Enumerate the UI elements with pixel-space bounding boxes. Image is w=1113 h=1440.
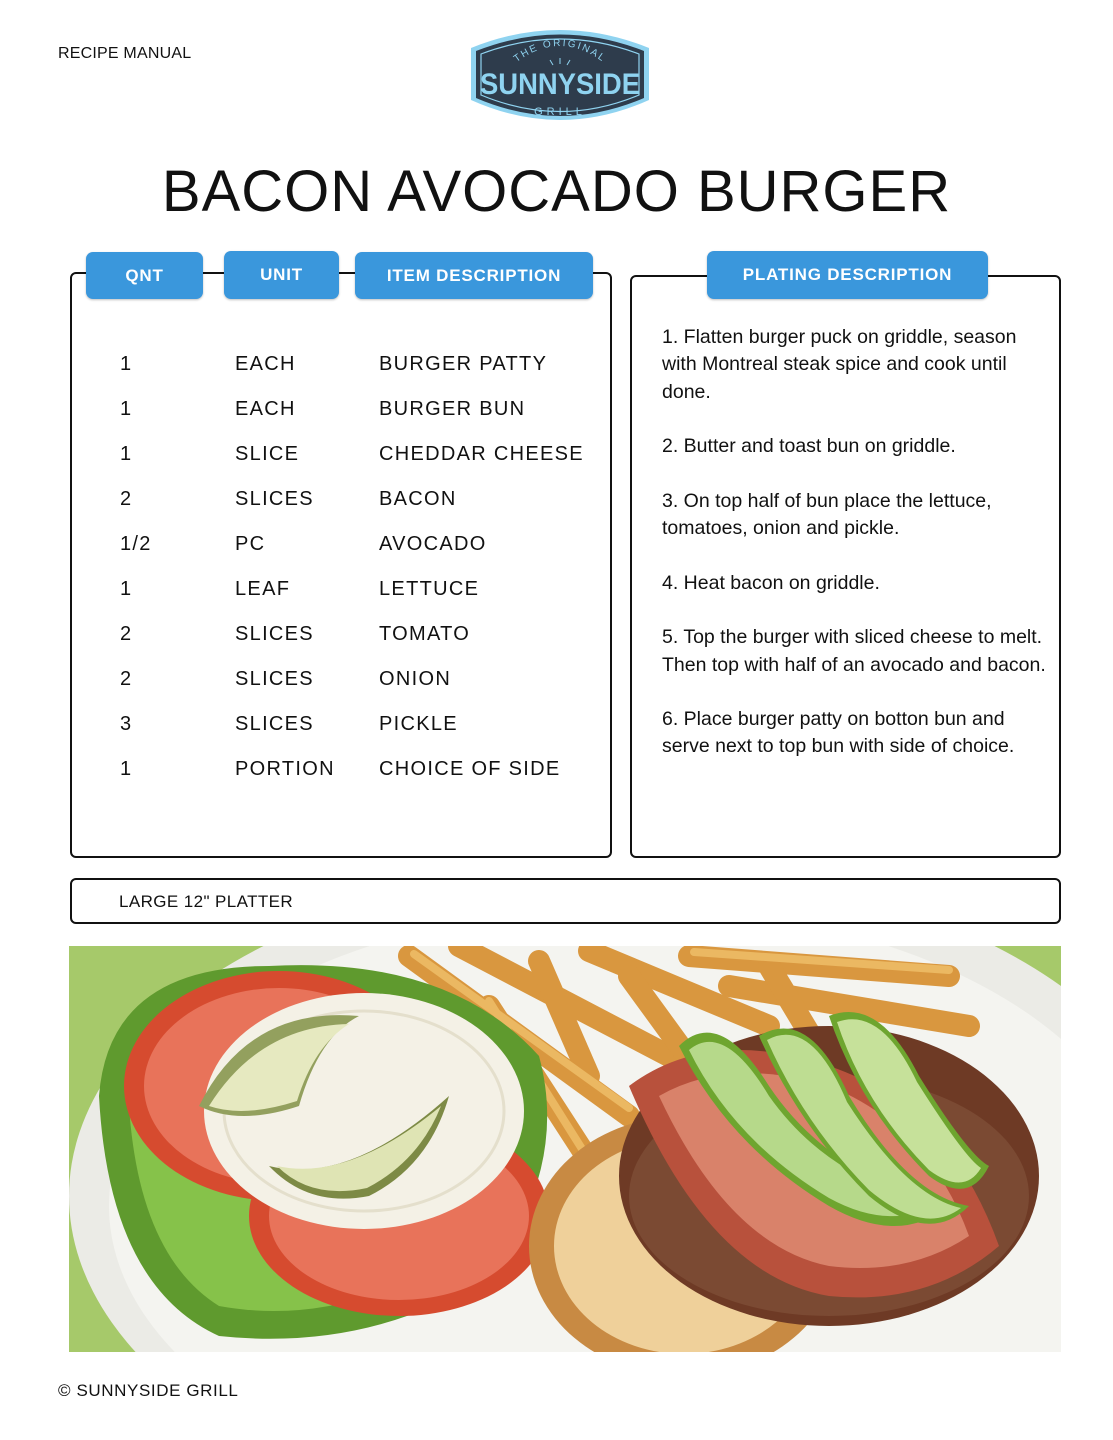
- ingredient-unit: SLICES: [235, 488, 314, 510]
- ingredient-item: BACON: [379, 488, 457, 510]
- plating-step: 1. Flatten burger puck on griddle, season with Montreal steak spice and cook until done.: [662, 326, 1017, 403]
- plating-description-header: PLATING DESCRIPTION: [707, 251, 988, 299]
- sunnyside-grill-logo: [465, 22, 655, 132]
- item-description-header: ITEM DESCRIPTION: [355, 252, 593, 299]
- ingredient-qnt: 2: [120, 668, 133, 690]
- platter-size: LARGE 12" PLATTER: [119, 892, 294, 911]
- plating-step: 2. Butter and toast bun on griddle.: [662, 435, 956, 458]
- ingredient-qnt: 1: [120, 758, 133, 780]
- plating-step: 4. Heat bacon on griddle.: [662, 571, 880, 594]
- ingredient-item: BURGER PATTY: [379, 353, 548, 375]
- ingredient-qnt: 1/2: [120, 533, 152, 555]
- unit-header: UNIT: [224, 251, 339, 299]
- ingredient-qnt: 2: [120, 488, 133, 510]
- ingredient-item: ONION: [379, 668, 452, 690]
- ingredient-item: TOMATO: [379, 623, 471, 645]
- ingredient-item: CHEDDAR CHEESE: [379, 443, 584, 465]
- plating-step: 3. On top half of bun place the lettuce, tomatoes, onion and pickle.: [662, 489, 992, 540]
- ingredient-item: CHOICE OF SIDE: [379, 758, 561, 780]
- recipe-manual-label: RECIPE MANUAL: [58, 45, 192, 62]
- plating-step: 6. Place burger patty on botton bun and serve next to top bun with side of choice.: [662, 708, 1015, 758]
- ingredient-qnt: 1: [120, 398, 133, 420]
- ingredient-qnt: 2: [120, 623, 133, 645]
- ingredient-unit: PC: [235, 533, 266, 555]
- plating-steps: [662, 324, 1047, 788]
- ingredient-unit: PORTION: [235, 758, 335, 780]
- ingredient-unit: SLICE: [235, 443, 300, 465]
- ingredient-unit: SLICES: [235, 623, 314, 645]
- svg-text:GRILL: GRILL: [534, 106, 586, 118]
- ingredient-item: LETTUCE: [379, 578, 480, 600]
- ingredient-item: PICKLE: [379, 713, 458, 735]
- plating-step: 5. Top the burger with sliced cheese to melt. Then top with half of an avocado and bacon.: [662, 626, 1046, 676]
- burger-photo: [69, 946, 1061, 1352]
- ingredient-item: BURGER BUN: [379, 398, 526, 420]
- ingredient-qnt: 1: [120, 578, 133, 600]
- ingredient-unit: SLICES: [235, 668, 314, 690]
- ingredient-item: AVOCADO: [379, 533, 487, 555]
- ingredient-unit: EACH: [235, 398, 296, 420]
- ingredient-unit: LEAF: [235, 578, 291, 600]
- qnt-header: QNT: [86, 252, 203, 299]
- ingredient-qnt: 1: [120, 443, 133, 465]
- recipe-title: BACON AVOCADO BURGER: [161, 159, 952, 224]
- ingredient-qnt: 3: [120, 713, 133, 735]
- ingredient-unit: SLICES: [235, 713, 314, 735]
- copyright: © SUNNYSIDE GRILL: [58, 1381, 239, 1400]
- ingredient-unit: EACH: [235, 353, 296, 375]
- ingredient-qnt: 1: [120, 353, 133, 375]
- svg-text:THE ORIGINAL: THE ORIGINAL: [511, 37, 609, 65]
- svg-text:SUNNYSIDE: SUNNYSIDE: [480, 68, 640, 101]
